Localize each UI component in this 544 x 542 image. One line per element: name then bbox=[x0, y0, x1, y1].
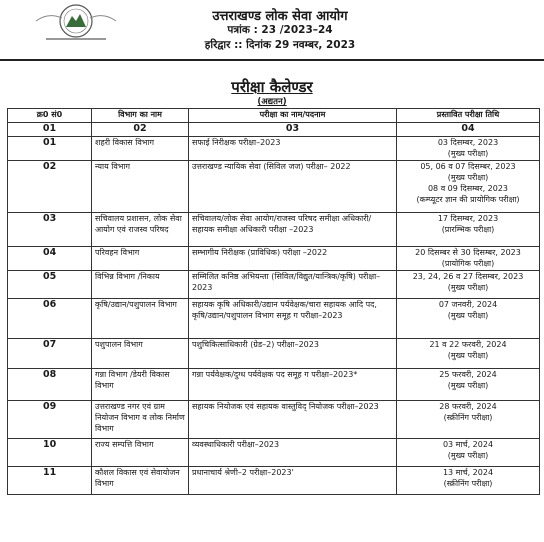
table-row bbox=[8, 339, 540, 369]
date-line: (प्रारम्भिक परीक्षा) bbox=[441, 225, 495, 234]
place-date: हरिद्वार :: दिनांक 29 नवम्बर, 2023 bbox=[204, 39, 356, 51]
date-cell bbox=[397, 439, 540, 467]
date-line: (प्रायोगिक परीक्षा) bbox=[441, 259, 495, 268]
date-line: 17 दिसम्बर, 2023 bbox=[437, 214, 499, 223]
serial-cell: 02 bbox=[8, 161, 92, 213]
exam-cell: व्यवस्थाधिकारी परीक्षा–2023 bbox=[189, 439, 397, 467]
date-line: (मुख्य परीक्षा) bbox=[447, 451, 489, 460]
commission-logo bbox=[28, 2, 124, 42]
serial-cell: 05 bbox=[8, 271, 92, 299]
exam-calendar-table bbox=[7, 108, 540, 495]
department-cell: पशुपालन विभाग bbox=[92, 339, 189, 369]
serial-cell: 07 bbox=[8, 339, 92, 369]
col-number: 03 bbox=[189, 123, 397, 137]
date-cell bbox=[397, 247, 540, 271]
date-cell bbox=[397, 299, 540, 339]
date-line: (मुख्य परीक्षा) bbox=[447, 149, 489, 158]
exam-cell: सहायक कृषि अधिकारी/उद्यान पर्यवेक्षक/चारा सहायक आदि पद, कृषि/उद्यान/पशुपालन विभाग समूह ग परीक्षा–2023 bbox=[189, 299, 397, 339]
page-subtitle: (अद्यतन) bbox=[257, 97, 287, 107]
col-number: 04 bbox=[397, 123, 540, 137]
col-header-department: विभाग का नाम bbox=[92, 109, 189, 123]
page-title: परीक्षा कैलेण्डर bbox=[231, 78, 313, 96]
date-line: 03 मार्च, 2024 bbox=[442, 440, 494, 449]
serial-cell: 04 bbox=[8, 247, 92, 271]
date-cell bbox=[397, 339, 540, 369]
serial-cell: 01 bbox=[8, 137, 92, 161]
date-line: (स्क्रीनिंग परीक्षा) bbox=[443, 479, 493, 488]
table-row bbox=[8, 299, 540, 339]
date-line: 03 दिसम्बर, 2023 bbox=[437, 138, 499, 147]
date-line: (मुख्य परीक्षा) bbox=[447, 283, 489, 292]
exam-cell: उत्तराखण्ड न्यायिक सेवा (सिविल जज) परीक्षा– 2022 bbox=[189, 161, 397, 213]
table-row bbox=[8, 137, 540, 161]
org-name: उत्तराखण्ड लोक सेवा आयोग bbox=[212, 9, 348, 24]
exam-cell: सहायक नियोजक एवं सहायक वास्तुविद् नियोजक परीक्षा–2023 bbox=[189, 401, 397, 439]
table-row bbox=[8, 467, 540, 495]
column-number-row bbox=[8, 123, 540, 137]
col-header-date: प्रस्तावित परीक्षा तिथि bbox=[397, 109, 540, 123]
serial-cell: 08 bbox=[8, 369, 92, 401]
serial-cell: 10 bbox=[8, 439, 92, 467]
department-cell: राज्य सम्पत्ति विभाग bbox=[92, 439, 189, 467]
date-line: 25 फरवरी, 2024 bbox=[439, 370, 497, 379]
date-cell bbox=[397, 369, 540, 401]
letter-number: पत्रांक : 23 /2023–24 bbox=[227, 24, 333, 36]
date-cell bbox=[397, 161, 540, 213]
date-cell bbox=[397, 271, 540, 299]
table-row bbox=[8, 369, 540, 401]
exam-cell: सचिवालय/लोक सेवा आयोग/राजस्व परिषद समीक्षा अधिकारी/सहायक समीक्षा अधिकारी परीक्षा –2023 bbox=[189, 213, 397, 247]
table-row bbox=[8, 213, 540, 247]
date-line: (मुख्य परीक्षा) bbox=[447, 351, 489, 360]
department-cell: शहरी विकास विभाग bbox=[92, 137, 189, 161]
date-line: 23, 24, 26 व 27 दिसम्बर, 2023 bbox=[412, 272, 524, 281]
exam-cell: पशुचिकित्साधिकारी (ग्रेड–2) परीक्षा–2023 bbox=[189, 339, 397, 369]
serial-cell: 06 bbox=[8, 299, 92, 339]
department-cell: गन्ना विभाग /डेयरी विकास विभाग bbox=[92, 369, 189, 401]
date-line: (मुख्य परीक्षा) bbox=[447, 173, 489, 182]
table-row bbox=[8, 161, 540, 213]
date-cell bbox=[397, 401, 540, 439]
department-cell: न्याय विभाग bbox=[92, 161, 189, 213]
date-line: (कम्प्यूटर ज्ञान की प्रायोगिक परीक्षा) bbox=[416, 195, 520, 204]
department-cell: परिवहन विभाग bbox=[92, 247, 189, 271]
date-cell bbox=[397, 137, 540, 161]
col-header-serial: क्र0 सं0 bbox=[8, 109, 92, 123]
date-cell bbox=[397, 213, 540, 247]
table-row bbox=[8, 401, 540, 439]
date-line: (स्क्रीनिंग परीक्षा) bbox=[443, 413, 493, 422]
serial-cell: 09 bbox=[8, 401, 92, 439]
date-line: (मुख्य परीक्षा) bbox=[447, 381, 489, 390]
exam-cell: सम्मिलित कनिष्ठ अभियन्ता (सिविल/विद्युत/यान्त्रिक/कृषि) परीक्षा–2023 bbox=[189, 271, 397, 299]
date-line: 07 जनवरी, 2024 bbox=[438, 300, 498, 309]
serial-cell: 11 bbox=[8, 467, 92, 495]
department-cell: उत्तराखण्ड नगर एवं ग्राम नियोजन विभाग व लोक निर्माण विभाग bbox=[92, 401, 189, 439]
col-number: 02 bbox=[92, 123, 189, 137]
exam-cell: प्रधानाचार्य श्रेणी–2 परीक्षा–2023' bbox=[189, 467, 397, 495]
exam-cell: सफाई निरीक्षक परीक्षा–2023 bbox=[189, 137, 397, 161]
date-line: 08 व 09 दिसम्बर, 2023 bbox=[427, 184, 509, 193]
table-header-row bbox=[8, 109, 540, 123]
date-line: (मुख्य परीक्षा) bbox=[447, 311, 489, 320]
col-header-exam: परीक्षा का नाम/पदनाम bbox=[189, 109, 397, 123]
date-cell bbox=[397, 467, 540, 495]
serial-cell: 03 bbox=[8, 213, 92, 247]
department-cell: विभिन्न विभाग /निकाय bbox=[92, 271, 189, 299]
date-line: 28 फरवरी, 2024 bbox=[439, 402, 497, 411]
department-cell: कृषि/उद्यान/पशुपालन विभाग bbox=[92, 299, 189, 339]
table-row bbox=[8, 247, 540, 271]
date-line: 21 व 22 फरवरी, 2024 bbox=[429, 340, 507, 349]
date-line: 05, 06 व 07 दिसम्बर, 2023 bbox=[420, 162, 516, 171]
col-number: 01 bbox=[8, 123, 92, 137]
table-row bbox=[8, 439, 540, 467]
department-cell: कौशल विकास एवं सेवायोजन विभाग bbox=[92, 467, 189, 495]
department-cell: सचिवालय प्रशासन, लोक सेवा आयोग एवं राजस्व परिषद bbox=[92, 213, 189, 247]
exam-cell: सम्भागीय निरीक्षक (प्राविधिक) परीक्षा –2022 bbox=[189, 247, 397, 271]
date-line: 13 मार्च, 2024 bbox=[442, 468, 494, 477]
date-line: 20 दिसम्बर से 30 दिसम्बर, 2023 bbox=[415, 248, 521, 257]
exam-cell: गन्ना पर्यवेक्षक/दुग्ध पर्यवेक्षक पद समूह ग परीक्षा–2023* bbox=[189, 369, 397, 401]
table-row bbox=[8, 271, 540, 299]
header-divider bbox=[0, 59, 544, 61]
